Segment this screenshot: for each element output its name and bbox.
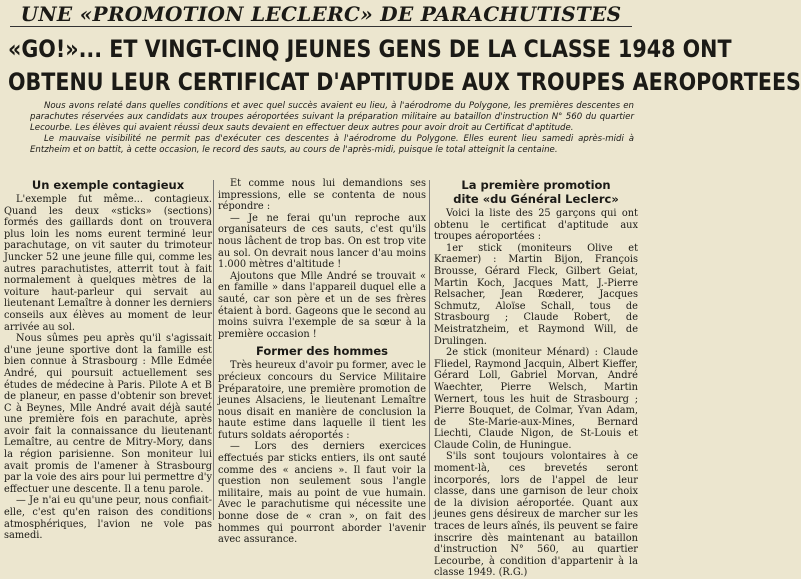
body-paragraph: — Je ne ferai qu'un reproche aux organisateurs de ces sauts, c'est qu'ils nous lâchent de trop bas. On est trop vite au sol. On devrait nous lancer d'au moins 1.000 mètres d'altitude ! [218,212,426,271]
lead-paragraph [30,101,634,176]
main-headline-line-1: «GO!»... ET VINGT-CINQ JEUNES GENS DE LA CLASSE 1948 ONT [8,35,732,63]
body-paragraph: 2e stick (moniteur Ménard) : Claude Fliedel, Raymond Jacquin, Albert Kieffer, Gérard Loll, Gabriel Morvan, André Waechter, Pierre Welsch, Martin Wernert, tous les huit de Strasbourg ; Pierre Bouquet, de Colmar, Yvan Adam, de Ste-Marie-aux-Mines, Bernard Liechti, Claude Nigon, de St-Louis et Claude Colin, de Huningue. [434,347,638,451]
body-paragraph: — Je n'ai eu qu'une peur, nous confiait-elle, c'est qu'en raison des conditions atmosphériques, l'avion ne vole pas samedi. [4,495,212,542]
body-paragraph: S'ils sont toujours volontaires à ce moment-là, ces brevetés seront incorporés, lors de l'appel de leur classe, dans une garnison de leur choix de la division aéroportée. Quant aux jeunes gens désireux de marcher sur les traces de leurs aînés, ils peuvent se faire inscrire dès maintenant au bataillon d'instruction N° 560, au quartier Lecourbe, à condition d'appartenir à la classe 1949. (R.G.) [434,451,638,579]
body-paragraph: Très heureux d'avoir pu former, avec le précieux concours du Service Militaire Préparatoire, une première promotion de jeunes Alsaciens, le lieutenant Lemaître nous disait en manière de conclusion la haute estime dans laquelle il tient les futurs soldats aéroportés : [218,360,426,441]
column-divider [213,180,214,520]
body-paragraph: — Lors des derniers exercices effectués par sticks entiers, ils ont sauté comme des « anciens ». Il faut voir la question non seulement sous l'angle militaire, mais au point de vue humain. Avec le parachutisme qui nécessite une bonne dose de « cran », on fait des hommes qui pourront aborder l'avenir avec assurance. [218,441,426,546]
body-paragraph: 1er stick (moniteurs Olive et Kraemer) : Martin Bijon, François Brousse, Gérard Fleck, Gilbert Geiat, Martin Koch, Jacques Matt, J.-Pierre Relsacher, Jean Rœderer, Jacques Schmutz, Aloïse Schall, tous de Strasbourg ; Claude Robert, de Meistratzheim, et Raymond Will, de Drulingen. [434,242,638,347]
kicker-headline: UNE «PROMOTION LECLERC» DE PARACHUTISTES [10,2,632,27]
section-heading-line: La première promotion [461,178,611,192]
lead-text: Le mauvaise visibilité ne permit pas d'exécuter ces descentes à l'aérodrome du Polygone. Elles eurent lieu samedi après-midi à Entzheim et on battit, à cette occasion, le record des sauts, au cours de l'après-midi, puisque le total atteignit la centaine. [30,134,634,155]
article-column-3 [434,178,638,579]
column-divider [429,180,430,520]
body-paragraph: L'exemple fut même... contagieux. Quand les deux «sticks» (sections) formés des gaillards dont on trouvera plus loin les noms eurent terminé leur parachutage, on vit sauter du trimoteur Juncker 52 une jeune fille qui, comme les autres parachutistes, atterrit tout à fait normalement à quelques mètres de la voiture haut-parleur qui servait au lieutenant Lemaître à donner les derniers conseils aux élèves au moment de leur arrivée au sol. [4,194,212,333]
article-column-2 [218,178,426,546]
body-paragraph: Ajoutons que Mlle André se trouvait « en famille » dans l'appareil duquel elle a sauté, car son père et un de ses frères étaient à bord. Gageons que le second au moins suivra l'exemple de sa sœur à la première occasion ! [218,270,426,340]
article-column-1 [4,178,212,542]
section-heading: Un exemple contagieux [31,178,185,192]
section-heading [434,178,638,206]
section-heading-line: dite «du Général Leclerc» [453,192,619,206]
body-paragraph: Voici la liste des 25 garçons qui ont obtenu le certificat d'aptitude aux troupes aéroportées : [434,208,638,243]
lead-text: Nous avons relaté dans quelles conditions et avec quel succès avaient eu lieu, à l'aérodrome du Polygone, les premières descentes en parachutes réservées aux candidats aux troupes aéroportées suivant la préparation militaire au bataillon d'instruction N° 560 du quartier Lecourbe. Les élèves qui avaient réussi deux sauts devaient en effectuer deux autres pour avoir droit au Certificat d'aptitude. [30,101,634,133]
body-paragraph: Et comme nous lui demandions ses impressions, elle se contenta de nous répondre : [218,178,426,213]
section-heading: Former des hommes [256,344,388,359]
main-headline-line-2: OBTENU LEUR CERTIFICAT D'APTITUDE AUX TROUPES AEROPORTEES [8,68,801,96]
body-paragraph: Nous sûmes peu après qu'il s'agissait d'une jeune sportive dont la famille est bien connue à Strasbourg : Mlle Edmée André, qui poursuit actuellement ses études de médecine à Paris. Pilote A et B de planeur, en passe d'obtenir son brevet C à Beynes, Mlle André avait déjà sauté une première fois en parachute, après avoir fait la connaissance du lieutenant Lemaître, au centre de Mitry-Mory, dans la région parisienne. Son moniteur lui avait promis de l'amener à Strasbourg par la voie des airs pour lui permettre d'y effectuer une descente. Il a tenu parole. [4,333,212,495]
